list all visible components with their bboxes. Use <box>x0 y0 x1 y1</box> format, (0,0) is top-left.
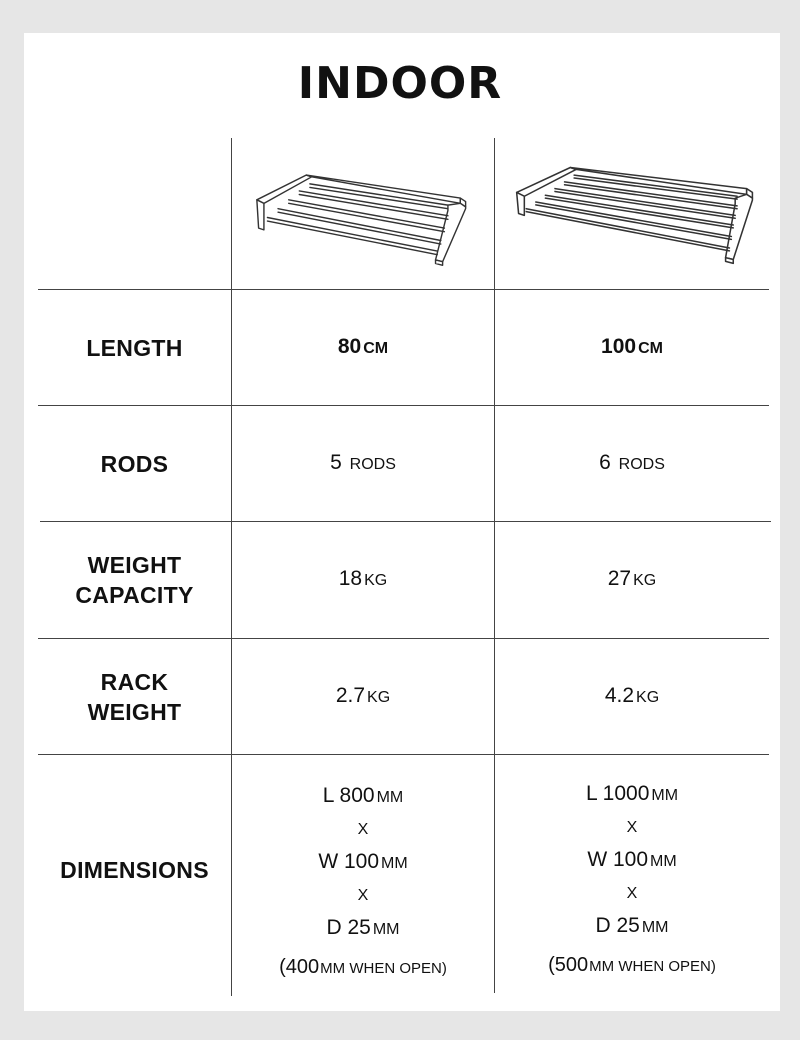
length-value-100 <box>495 290 769 405</box>
dimension-open-value: (400 <box>279 956 320 978</box>
dimension-depth <box>326 912 399 946</box>
weight-capacity-label <box>38 522 231 638</box>
rods-value-small <box>232 406 494 521</box>
weight-capacity-label-line2: CAPACITY <box>75 582 194 608</box>
rack-weight-value-large <box>495 639 769 754</box>
dimension-times: X <box>357 887 369 904</box>
weight-capacity-unit: KG <box>364 572 388 589</box>
dimensions-label <box>38 755 231 985</box>
dimension-depth-unit: MM <box>372 921 400 938</box>
dimension-open-depth <box>548 950 716 982</box>
weight-capacity-number: 27 <box>607 567 632 590</box>
page-title: INDOOR <box>297 58 503 109</box>
dimension-length-unit: MM <box>376 789 404 806</box>
weight-capacity-value-small <box>232 522 494 638</box>
drying-rack-small-image <box>248 160 478 275</box>
weight-capacity-number: 18 <box>338 567 363 590</box>
rack-weight-value-small <box>232 639 494 754</box>
dimension-open-unit: MM WHEN OPEN) <box>320 960 447 977</box>
dimension-width-value: W 100 <box>587 848 649 871</box>
dimension-length-value: L 800 <box>322 784 375 807</box>
length-label <box>38 290 231 405</box>
dimension-length-unit: MM <box>651 787 679 804</box>
rack-weight-label-line1: RACK <box>100 668 169 695</box>
rods-label <box>38 406 231 521</box>
weight-capacity-label-line1: WEIGHT <box>87 552 182 578</box>
weight-capacity-unit: KG <box>633 572 657 589</box>
dimension-depth-unit: MM <box>641 919 669 936</box>
rack-weight-number: 4.2 <box>604 683 635 707</box>
length-label-text: LENGTH <box>86 334 183 361</box>
rack-weight-unit: KG <box>636 688 660 706</box>
rods-unit: RODS <box>618 455 665 473</box>
rods-label-text: RODS <box>100 450 169 477</box>
length-unit: CM <box>363 339 389 357</box>
dimension-length-value: L 1000 <box>585 782 650 805</box>
dimension-width <box>587 844 676 878</box>
rods-number: 5 <box>330 450 342 474</box>
length-value-80 <box>232 290 494 405</box>
dimension-length <box>586 778 678 812</box>
rods-unit: RODS <box>349 455 396 473</box>
rack-weight-label-line2: WEIGHT <box>87 698 182 725</box>
rack-weight-unit: KG <box>367 688 391 706</box>
dimension-width <box>318 846 407 880</box>
dimension-depth <box>595 910 668 944</box>
length-number: 100 <box>601 334 637 358</box>
dimension-width-value: W 100 <box>318 850 380 873</box>
rods-value-large <box>495 406 769 521</box>
dimensions-value-small <box>232 780 494 995</box>
dimension-times: X <box>626 819 638 836</box>
dimension-depth-value: D 25 <box>326 916 371 939</box>
dimension-width-unit: MM <box>381 855 408 872</box>
dimension-width-unit: MM <box>650 853 677 870</box>
dimension-times: X <box>626 885 638 902</box>
rods-number: 6 <box>599 450 611 474</box>
length-unit: CM <box>638 339 663 357</box>
dimension-open-value: (500 <box>548 954 589 976</box>
weight-capacity-value-large <box>495 522 769 638</box>
dimensions-value-large <box>495 778 769 993</box>
rack-weight-label <box>38 639 231 754</box>
dimension-depth-value: D 25 <box>595 914 640 937</box>
drying-rack-large-image <box>508 156 763 271</box>
dimension-times: X <box>357 821 369 838</box>
length-number: 80 <box>337 334 362 358</box>
dimensions-label-text: DIMENSIONS <box>60 857 209 883</box>
rack-weight-number: 2.7 <box>335 683 366 707</box>
dimension-open-depth <box>279 952 447 984</box>
dimension-open-unit: MM WHEN OPEN) <box>589 958 716 975</box>
dimension-length <box>323 780 403 814</box>
